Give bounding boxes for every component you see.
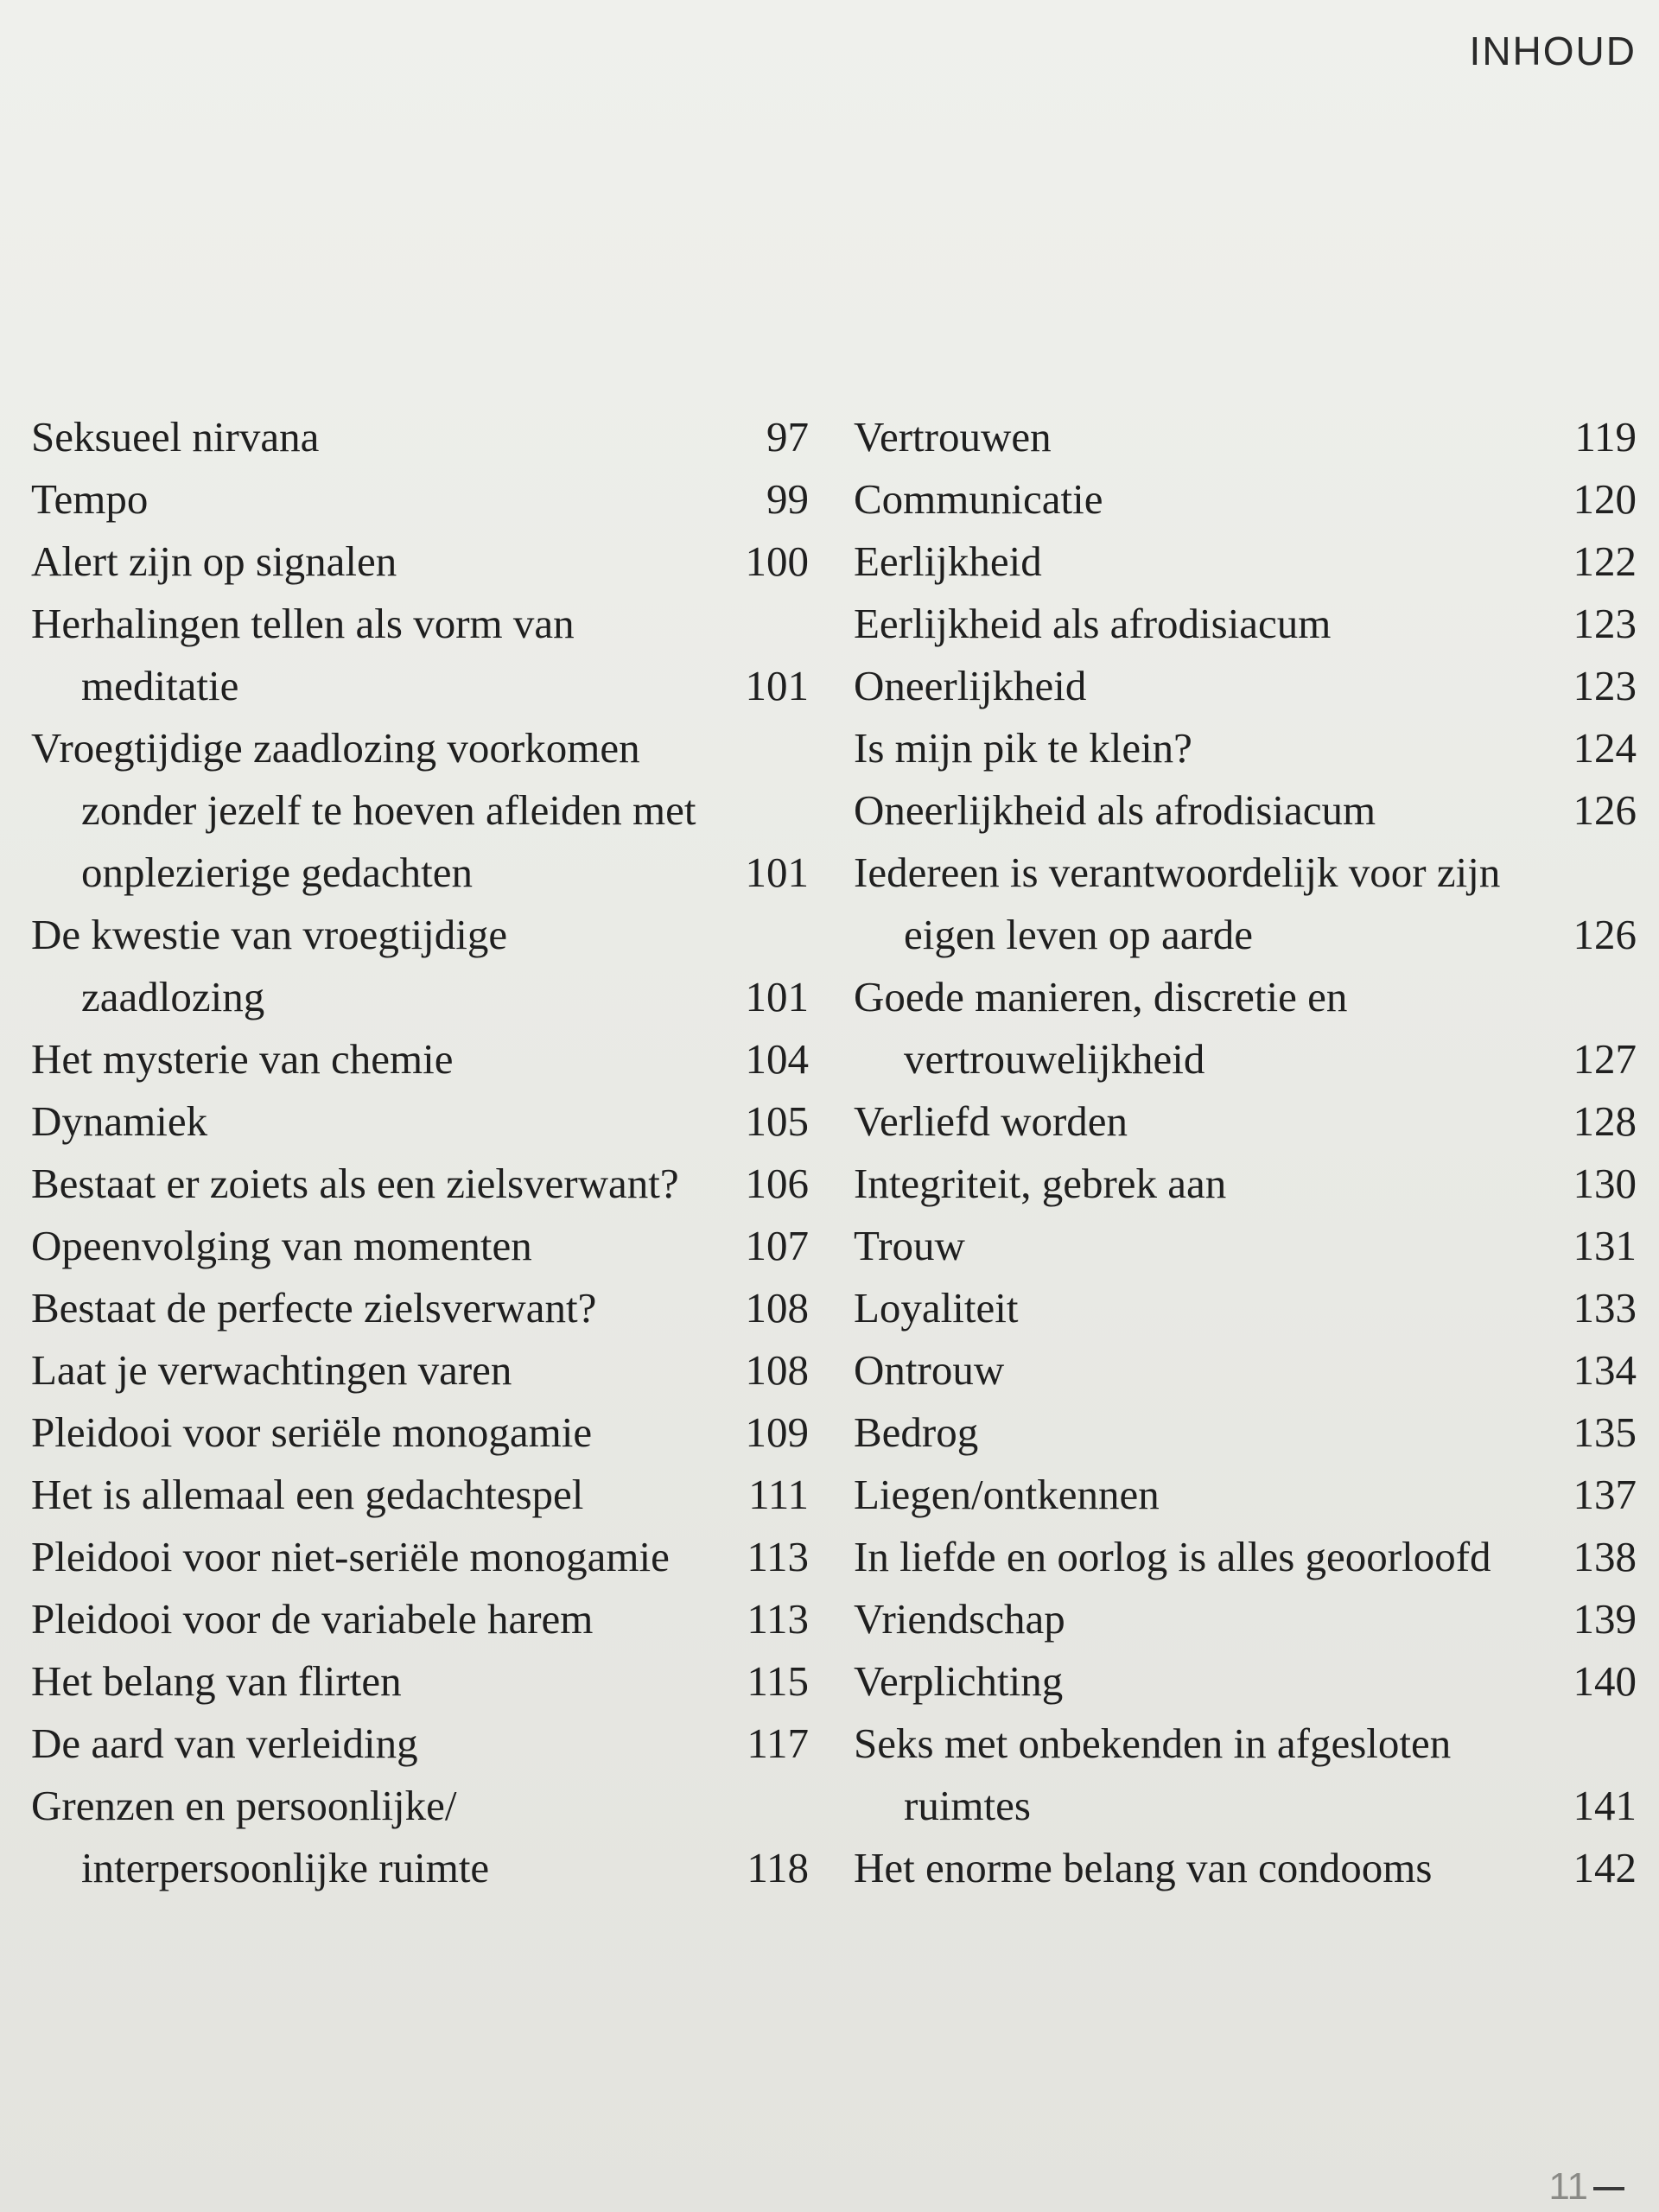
toc-entry-title: Eerlijkheid als afrodisiacum: [854, 600, 1332, 647]
toc-entry: [854, 779, 1637, 842]
toc-entry: [31, 1028, 809, 1090]
toc-entry-page: 127: [1573, 1035, 1637, 1083]
toc-entry-page: 128: [1573, 1097, 1637, 1145]
toc-entry: [854, 1713, 1637, 1837]
toc-entry-page: 138: [1573, 1533, 1637, 1580]
toc-entry-page: 101: [745, 849, 809, 896]
toc-entry: [31, 593, 809, 717]
toc-entry: [854, 1526, 1637, 1588]
toc-entry-title: Integriteit, gebrek aan: [854, 1160, 1227, 1207]
toc-entry-title: Pleidooi voor de variabele harem: [31, 1595, 594, 1643]
toc-entry-title: De aard van verleiding: [31, 1719, 418, 1767]
toc-entry-title: Het enorme belang van condooms: [854, 1844, 1433, 1891]
toc-entry: [854, 842, 1637, 966]
toc-entry-title: Opeenvolging van momenten: [31, 1222, 532, 1269]
toc-entry: [31, 1339, 809, 1402]
toc-entry: [854, 531, 1637, 593]
toc-entry-title: Het mysterie van chemie: [31, 1035, 454, 1083]
toc-right-column: [854, 406, 1637, 1899]
toc-entry-page: 117: [747, 1719, 809, 1767]
toc-entry-page: 126: [1573, 911, 1637, 958]
toc-entry-page: 134: [1573, 1346, 1637, 1394]
toc-entry-title: Laat je verwachtingen varen: [31, 1346, 512, 1394]
toc-entry-title: Vriendschap: [854, 1595, 1065, 1643]
toc-entry-page: 124: [1573, 724, 1637, 772]
toc-entry: [854, 655, 1637, 717]
toc-entry-title: Eerlijkheid: [854, 537, 1042, 585]
toc-entry-title: Vertrouwen: [854, 413, 1052, 461]
toc-entry: [854, 593, 1637, 655]
toc-entry-page: 122: [1573, 537, 1637, 585]
toc-entry-page: 131: [1573, 1222, 1637, 1269]
toc-entry: [854, 717, 1637, 779]
toc-entry: [31, 1526, 809, 1588]
toc-entry-title: Bedrog: [854, 1408, 979, 1456]
toc-entry: [31, 1090, 809, 1153]
toc-entry-page: 126: [1573, 786, 1637, 834]
toc-entry-title: Herhalingen tellen als vorm van meditatie: [31, 600, 575, 709]
toc-entry: [31, 1713, 809, 1775]
toc-entry-page: 142: [1573, 1844, 1637, 1891]
toc-entry-title: Bestaat er zoiets als een zielsverwant?: [31, 1160, 679, 1207]
toc-entry-title: Bestaat de perfecte zielsverwant?: [31, 1284, 597, 1332]
toc-entry-page: 120: [1573, 475, 1637, 523]
toc-entry: [31, 1588, 809, 1650]
toc-entry-title: Verliefd worden: [854, 1097, 1128, 1145]
toc-entry: [854, 1215, 1637, 1277]
toc-entry-title: Pleidooi voor seriële monogamie: [31, 1408, 593, 1456]
toc-entry: [854, 966, 1637, 1090]
page-number-value: 11: [1548, 2165, 1588, 2208]
toc-entry: [854, 1402, 1637, 1464]
toc-entry: [854, 1153, 1637, 1215]
toc-entry: [31, 1402, 809, 1464]
toc-entry-title: Vroegtijdige zaadlozing voorkomen zonder jezelf te hoeven afleiden met onplezierige gedachten: [31, 724, 696, 896]
toc-entry: [31, 1277, 809, 1339]
toc-entry: [854, 1588, 1637, 1650]
toc-entry-page: 100: [745, 537, 809, 585]
toc-entry-page: 108: [745, 1284, 809, 1332]
toc-entry-page: 123: [1573, 600, 1637, 647]
toc-entry-title: Dynamiek: [31, 1097, 208, 1145]
toc-entry: [854, 1464, 1637, 1526]
toc-entry: [854, 1837, 1637, 1899]
toc-entry-page: 133: [1573, 1284, 1637, 1332]
toc-entry: [31, 531, 809, 593]
toc-entry-title: Iedereen is verantwoordelijk voor zijn eigen leven op aarde: [854, 849, 1501, 958]
toc-entry: [854, 406, 1637, 468]
toc-entry-page: 115: [747, 1657, 809, 1705]
toc-entry: [31, 717, 809, 904]
toc-entry-page: 140: [1573, 1657, 1637, 1705]
toc-entry-page: 130: [1573, 1160, 1637, 1207]
toc-entry-title: Alert zijn op signalen: [31, 537, 397, 585]
page-number-dash: [1593, 2187, 1624, 2190]
toc-entry-page: 107: [745, 1222, 809, 1269]
toc-entry-page: 139: [1573, 1595, 1637, 1643]
toc-entry-title: Het is allemaal een gedachtespel: [31, 1471, 584, 1518]
toc-entry-title: In liefde en oorlog is alles geoorloofd: [854, 1533, 1491, 1580]
toc-entry: [854, 1277, 1637, 1339]
toc-entry: [31, 468, 809, 531]
toc-entry-page: 119: [1574, 413, 1637, 461]
toc-entry: [854, 1339, 1637, 1402]
toc-left-column: [31, 406, 809, 1899]
toc-entry-page: 111: [748, 1471, 809, 1518]
toc-entry: [31, 1775, 809, 1899]
toc-entry: [854, 1650, 1637, 1713]
toc-entry-title: Pleidooi voor niet-seriële monogamie: [31, 1533, 670, 1580]
toc-entry-title: Loyaliteit: [854, 1284, 1019, 1332]
toc-entry-page: 101: [745, 662, 809, 709]
toc-entry: [31, 1464, 809, 1526]
toc-entry-page: 104: [745, 1035, 809, 1083]
toc-entry-page: 99: [766, 475, 809, 523]
toc-entry: [31, 406, 809, 468]
toc-entry-title: Het belang van flirten: [31, 1657, 402, 1705]
toc-entry-title: Trouw: [854, 1222, 965, 1269]
toc-entry-page: 123: [1573, 662, 1637, 709]
toc-entry-title: Grenzen en persoonlijke/ interpersoonlijke ruimte: [31, 1782, 490, 1891]
page-number: [1548, 2165, 1624, 2209]
toc-entry-title: Oneerlijkheid: [854, 662, 1087, 709]
toc-entry-page: 113: [747, 1533, 809, 1580]
toc-entry-page: 108: [745, 1346, 809, 1394]
toc-entry-page: 113: [747, 1595, 809, 1643]
toc-entry-title: Liegen/ontkennen: [854, 1471, 1160, 1518]
toc-entry-title: Goede manieren, discretie en vertrouwelijkheid: [854, 973, 1348, 1083]
toc-entry-page: 118: [747, 1844, 809, 1891]
toc-entry-title: Oneerlijkheid als afrodisiacum: [854, 786, 1376, 834]
toc-entry-title: Seks met onbekenden in afgesloten ruimtes: [854, 1719, 1452, 1829]
toc-entry-page: 105: [745, 1097, 809, 1145]
section-title: INHOUD: [1469, 29, 1637, 73]
toc-entry-page: 109: [745, 1408, 809, 1456]
toc-entry-page: 135: [1573, 1408, 1637, 1456]
toc-entry-page: 106: [745, 1160, 809, 1207]
toc-entry-title: Is mijn pik te klein?: [854, 724, 1192, 772]
toc-entry-title: Communicatie: [854, 475, 1103, 523]
toc-entry: [854, 1090, 1637, 1153]
toc-entry: [31, 1153, 809, 1215]
toc-entry: [31, 1650, 809, 1713]
toc-entry-title: Verplichting: [854, 1657, 1064, 1705]
toc-entry: [31, 904, 809, 1028]
toc-entry-page: 97: [766, 413, 809, 461]
toc-entry: [854, 468, 1637, 531]
toc-entry-page: 137: [1573, 1471, 1637, 1518]
toc-entry-title: Tempo: [31, 475, 149, 523]
toc-entry: [31, 1215, 809, 1277]
toc-entry-title: Ontrouw: [854, 1346, 1005, 1394]
toc-entry-page: 101: [745, 973, 809, 1020]
toc-entry-title: De kwestie van vroegtijdige zaadlozing: [31, 911, 508, 1020]
toc-entry-page: 141: [1573, 1782, 1637, 1829]
toc-entry-title: Seksueel nirvana: [31, 413, 320, 461]
